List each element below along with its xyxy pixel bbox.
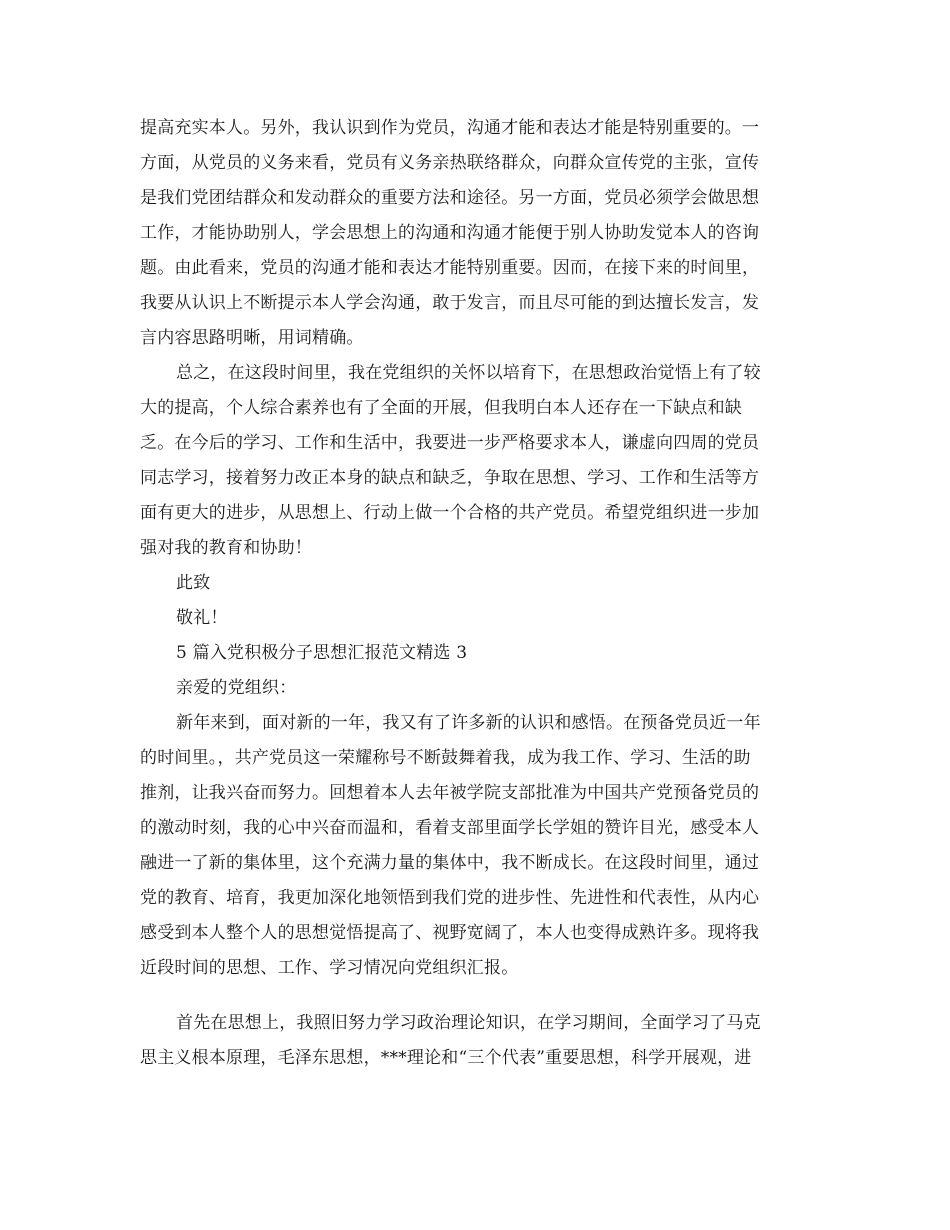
closing-text: 此致 bbox=[176, 573, 211, 593]
text-line: 推剂，让我兴奋而努力。回想着本人去年被学院支部批准为中国共产党预备党员的 bbox=[140, 783, 760, 803]
text-line: 感受到本人整个人的思想觉悟提高了、视野宽阔了，本人也变得成熟许多。现将我 bbox=[140, 923, 760, 943]
section-title: 5 篇入党积极分子思想汇报范文精选 3 bbox=[176, 643, 468, 663]
text-line: 融进一了新的集体里，这个充满力量的集体中，我不断成长。在这段时间里，通过 bbox=[140, 853, 760, 873]
text-line: 面有更大的进步，从思想上、行动上做一个合格的共产党员。希望党组织进一步加 bbox=[140, 503, 760, 523]
text-line: 是我们党团结群众和发动群众的重要方法和途径。另一方面，党员必须学会做思想 bbox=[140, 188, 760, 208]
text-line: 的时间里。，共产党员这一荣耀称号不断鼓舞着我，成为我工作、学习、生活的助 bbox=[140, 748, 751, 768]
text-line: 思主义根本原理，毛泽东思想，***理论和“三个代表”重要思想，科学开展观，进 bbox=[140, 1048, 752, 1068]
text-line: 我要从认识上不断提示本人学会沟通，敢于发言，而且尽可能的到达擅长发言，发 bbox=[140, 293, 760, 313]
text-line: 新年来到，面对新的一年，我又有了许多新的认识和感悟。在预备党员近一年 bbox=[176, 713, 761, 733]
closing-text: 敬礼！ bbox=[176, 608, 228, 628]
text-line: 工作，才能协助别人，学会思想上的沟通和沟通才能便于别人协助发觉本人的咨询 bbox=[140, 223, 760, 243]
text-line: 同志学习，接着努力改正本身的缺点和缺乏，争取在思想、学习、工作和生活等方 bbox=[140, 468, 760, 488]
text-line: 大的提高，个人综合素养也有了全面的开展，但我明白本人还存在一下缺点和缺 bbox=[140, 398, 742, 418]
text-line: 乏。在今后的学习、工作和生活中，我要进一步严格要求本人，谦虚向四周的党员 bbox=[140, 433, 760, 453]
text-line: 提高充实本人。另外，我认识到作为党员，沟通才能和表达才能是特别重要的。一 bbox=[140, 118, 760, 138]
text-line: 强对我的教育和协助！ bbox=[140, 538, 312, 558]
text-line: 言内容思路明晰，用词精确。 bbox=[140, 328, 364, 348]
text-line: 首先在思想上，我照旧努力学习政治理论知识，在学习期间，全面学习了马克 bbox=[176, 1013, 761, 1033]
salutation: 亲爱的党组织： bbox=[176, 678, 297, 698]
text-line: 方面，从党员的义务来看，党员有义务亲热联络群众，向群众宣传党的主张，宣传 bbox=[140, 153, 760, 173]
text-line: 总之，在这段时间里，我在党组织的关怀以培育下，在思想政治觉悟上有了较 bbox=[176, 363, 761, 383]
text-line: 题。由此看来，党员的沟通才能和表达才能特别重要。因而，在接下来的时间里， bbox=[140, 258, 760, 278]
text-line: 的激动时刻，我的心中兴奋而温和，看着支部里面学长学姐的赞许目光，感受本人 bbox=[140, 818, 760, 838]
text-line: 近段时间的思想、工作、学习情况向党组织汇报。 bbox=[140, 958, 519, 978]
text-line: 党的教育、培育，我更加深化地领悟到我们党的进步性、先进性和代表性，从内心 bbox=[140, 888, 760, 908]
